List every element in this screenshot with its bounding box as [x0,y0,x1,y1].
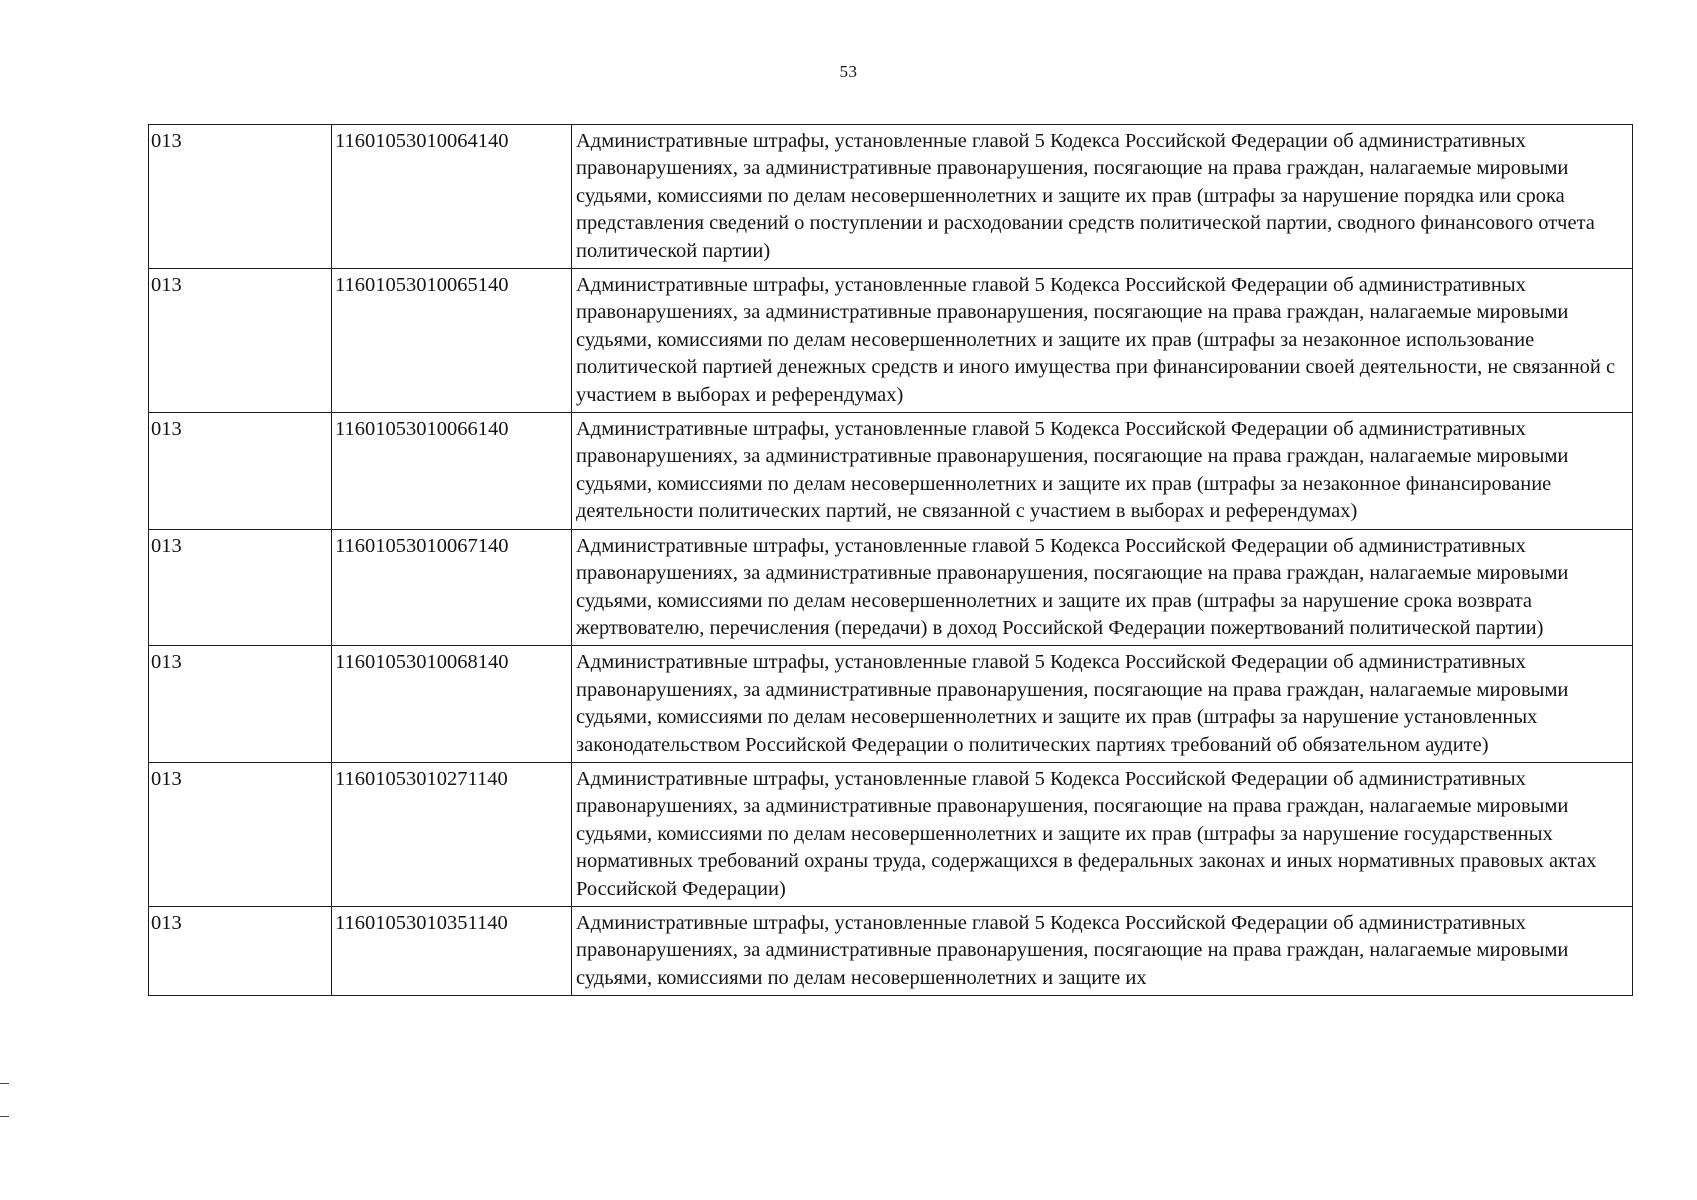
description-cell: Административные штрафы, установленные главой 5 Кодекса Российской Федерации об административных правонарушениях, за административные правонарушения, посягающие на права граждан, налагаемые мировыми судьями, комиссиями по делам несовершеннолетних и защите их прав (штрафы за нарушение установленных законодательством Российской Федерации о политических партиях требований об обязательном аудите) [572,646,1633,763]
kbk-code-cell: 11601053010065140 [332,269,572,413]
admin-code-cell: 013 [149,269,332,413]
table-row [149,269,1633,413]
description-cell: Административные штрафы, установленные главой 5 Кодекса Российской Федерации об административных правонарушениях, за административные правонарушения, посягающие на права граждан, налагаемые мировыми судьями, комиссиями по делам несовершеннолетних и защите их прав (штрафы за нарушение государственных нормативных требований охраны труда, содержащихся в федеральных законах и иных нормативных правовых актах Российской Федерации) [572,762,1633,906]
admin-code-cell: 013 [149,906,332,995]
admin-code-cell: 013 [149,762,332,906]
page-number: 53 [839,62,858,81]
admin-code-cell: 013 [149,413,332,530]
table-row [149,646,1633,763]
scan-artifact [0,1083,9,1084]
table-row [149,529,1633,646]
kbk-code-cell: 11601053010064140 [332,125,572,269]
description-cell: Административные штрафы, установленные главой 5 Кодекса Российской Федерации об административных правонарушениях, за административные правонарушения, посягающие на права граждан, налагаемые мировыми судьями, комиссиями по делам несовершеннолетних и защите их прав (штрафы за незаконное использование политической партией денежных средств и иного имущества при финансировании своей деятельности, не связанной с участием в выборах и референдумах) [572,269,1633,413]
table-body [149,125,1633,996]
table-row [149,125,1633,269]
admin-code-cell: 013 [149,646,332,763]
kbk-code-cell: 11601053010067140 [332,529,572,646]
table-row [149,906,1633,995]
kbk-code-cell: 11601053010351140 [332,906,572,995]
scan-artifact [0,1116,9,1117]
kbk-code-cell: 11601053010271140 [332,762,572,906]
admin-code-cell: 013 [149,529,332,646]
description-cell: Административные штрафы, установленные главой 5 Кодекса Российской Федерации об административных правонарушениях, за административные правонарушения, посягающие на права граждан, налагаемые мировыми судьями, комиссиями по делам несовершеннолетних и защите их прав (штрафы за нарушение порядка или срока представления сведений о поступлении и расходовании средств политической партии, сводного финансового отчета политической партии) [572,125,1633,269]
table-row [149,413,1633,530]
kbk-code-cell: 11601053010066140 [332,413,572,530]
budget-classification-table [148,124,1633,996]
admin-code-cell: 013 [149,125,332,269]
description-cell: Административные штрафы, установленные главой 5 Кодекса Российской Федерации об административных правонарушениях, за административные правонарушения, посягающие на права граждан, налагаемые мировыми судьями, комиссиями по делам несовершеннолетних и защите их прав (штрафы за незаконное финансирование деятельности политических партий, не связанной с участием в выборах и референдумах) [572,413,1633,530]
table-row [149,762,1633,906]
kbk-code-cell: 11601053010068140 [332,646,572,763]
description-cell: Административные штрафы, установленные главой 5 Кодекса Российской Федерации об административных правонарушениях, за административные правонарушения, посягающие на права граждан, налагаемые мировыми судьями, комиссиями по делам несовершеннолетних и защите их прав (штрафы за нарушение срока возврата жертвователю, перечисления (передачи) в доход Российской Федерации пожертвований политической партии) [572,529,1633,646]
description-cell: Административные штрафы, установленные главой 5 Кодекса Российской Федерации об административных правонарушениях, за административные правонарушения, посягающие на права граждан, налагаемые мировыми судьями, комиссиями по делам несовершеннолетних и защите их [572,906,1633,995]
